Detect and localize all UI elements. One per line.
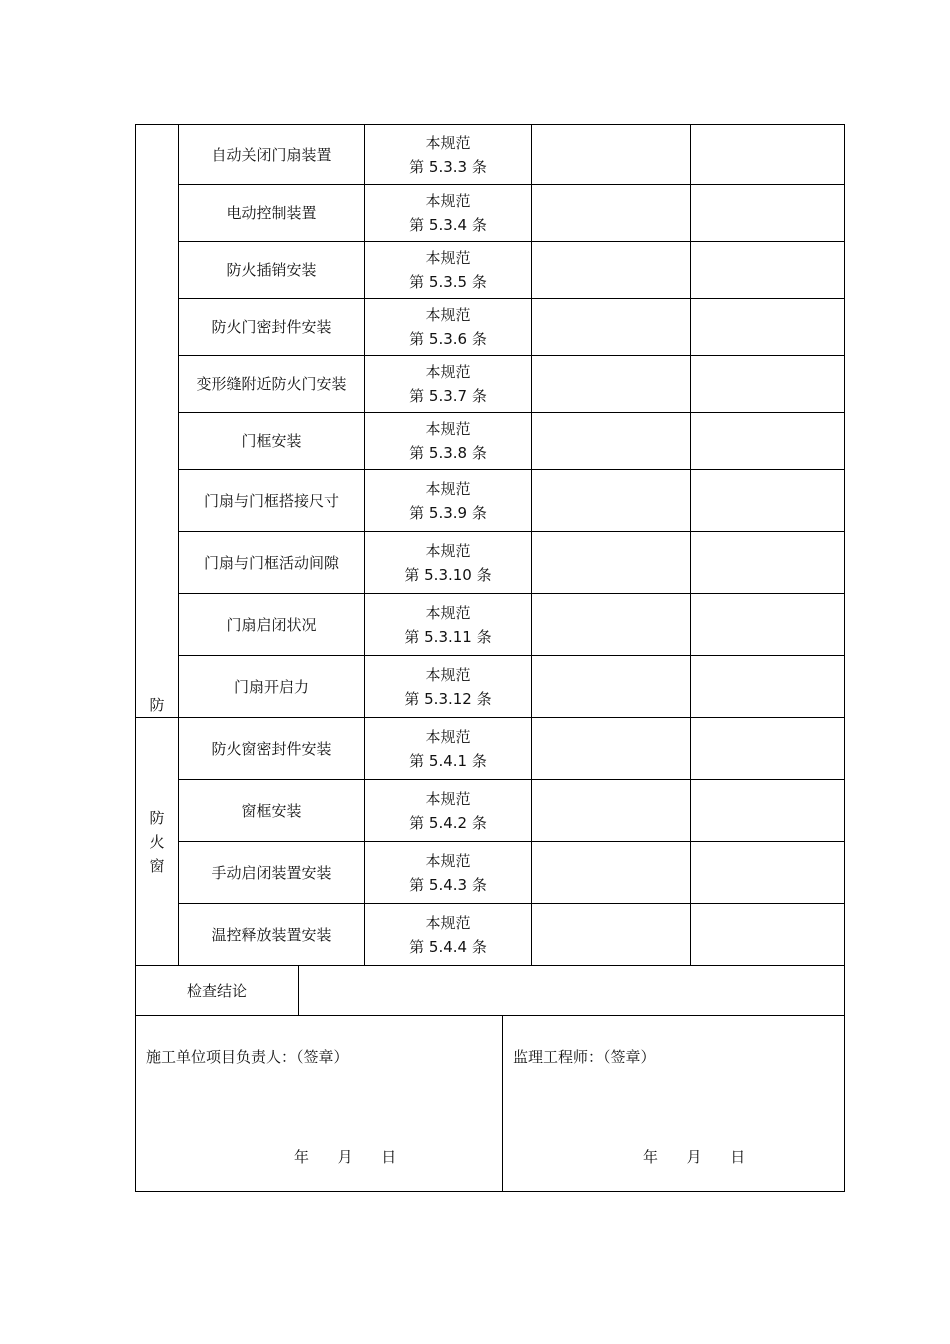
item-cell: 门扇开启力 (179, 656, 365, 718)
supervisor-signature-label: 监理工程师：（签章） (513, 1048, 656, 1066)
remark-cell (691, 242, 845, 299)
item-cell: 自动关闭门扇装置 (179, 125, 365, 185)
spec-cell: 本规范 第 5.3.11 条 (365, 594, 532, 656)
remark-cell (691, 904, 845, 966)
result-cell (532, 470, 691, 532)
supervisor-signature-cell (503, 1016, 845, 1192)
table-row (136, 780, 845, 842)
table-row (136, 594, 845, 656)
result-cell (532, 904, 691, 966)
remark-cell (691, 470, 845, 532)
fire-door-group-cell (136, 125, 179, 718)
table-row (136, 718, 845, 780)
item-cell: 防火窗密封件安装 (179, 718, 365, 780)
result-cell (532, 242, 691, 299)
table-row (136, 413, 845, 470)
fire-window-group-cell (136, 718, 179, 966)
spec-cell: 本规范 第 5.3.3 条 (365, 125, 532, 185)
result-cell (532, 532, 691, 594)
item-cell: 门扇与门框活动间隙 (179, 532, 365, 594)
table-row (136, 470, 845, 532)
fire-door-group-label: 防 (149, 696, 165, 714)
table-row (136, 532, 845, 594)
contractor-signature-label: 施工单位项目负责人：（签章） (146, 1048, 349, 1066)
item-cell: 门扇启闭状况 (179, 594, 365, 656)
contractor-signature-cell (136, 1016, 503, 1192)
table-row (136, 125, 845, 185)
spec-cell: 本规范 第 5.3.7 条 (365, 356, 532, 413)
item-cell: 防火插销安装 (179, 242, 365, 299)
remark-cell (691, 780, 845, 842)
table-row (136, 904, 845, 966)
remark-cell (691, 594, 845, 656)
result-cell (532, 780, 691, 842)
item-cell: 电动控制装置 (179, 185, 365, 242)
spec-cell: 本规范 第 5.3.10 条 (365, 532, 532, 594)
conclusion-signature-table (135, 965, 845, 1192)
result-cell (532, 594, 691, 656)
item-cell: 门扇与门框搭接尺寸 (179, 470, 365, 532)
spec-cell: 本规范 第 5.4.2 条 (365, 780, 532, 842)
spec-cell: 本规范 第 5.4.3 条 (365, 842, 532, 904)
spec-cell: 本规范 第 5.3.4 条 (365, 185, 532, 242)
remark-cell (691, 413, 845, 470)
result-cell (532, 299, 691, 356)
result-cell (532, 356, 691, 413)
item-cell: 防火门密封件安装 (179, 299, 365, 356)
item-cell: 门框安装 (179, 413, 365, 470)
table-row (136, 656, 845, 718)
conclusion-value (299, 966, 845, 1016)
signature-row (136, 1016, 845, 1192)
spec-cell: 本规范 第 5.3.9 条 (365, 470, 532, 532)
spec-cell: 本规范 第 5.3.12 条 (365, 656, 532, 718)
table-row (136, 356, 845, 413)
item-cell: 窗框安装 (179, 780, 365, 842)
remark-cell (691, 185, 845, 242)
result-cell (532, 656, 691, 718)
result-cell (532, 842, 691, 904)
remark-cell (691, 299, 845, 356)
spec-cell: 本规范 第 5.4.1 条 (365, 718, 532, 780)
conclusion-row (136, 966, 845, 1016)
fire-window-group-label: 防 火 窗 (149, 808, 165, 875)
table-row (136, 242, 845, 299)
remark-cell (691, 125, 845, 185)
table-row (136, 299, 845, 356)
inspection-items-table (135, 124, 845, 966)
item-cell: 变形缝附近防火门安装 (179, 356, 365, 413)
item-cell: 手动启闭装置安装 (179, 842, 365, 904)
spec-cell: 本规范 第 5.4.4 条 (365, 904, 532, 966)
remark-cell (691, 532, 845, 594)
contractor-date: 年 月 日 (294, 1148, 397, 1166)
spec-cell: 本规范 第 5.3.5 条 (365, 242, 532, 299)
table-row (136, 185, 845, 242)
result-cell (532, 413, 691, 470)
item-cell: 温控释放装置安装 (179, 904, 365, 966)
supervisor-date: 年 月 日 (643, 1148, 746, 1166)
result-cell (532, 125, 691, 185)
result-cell (532, 718, 691, 780)
remark-cell (691, 356, 845, 413)
table-row (136, 842, 845, 904)
result-cell (532, 185, 691, 242)
spec-cell: 本规范 第 5.3.6 条 (365, 299, 532, 356)
conclusion-label: 检查结论 (136, 966, 299, 1016)
remark-cell (691, 718, 845, 780)
remark-cell (691, 656, 845, 718)
remark-cell (691, 842, 845, 904)
spec-cell: 本规范 第 5.3.8 条 (365, 413, 532, 470)
